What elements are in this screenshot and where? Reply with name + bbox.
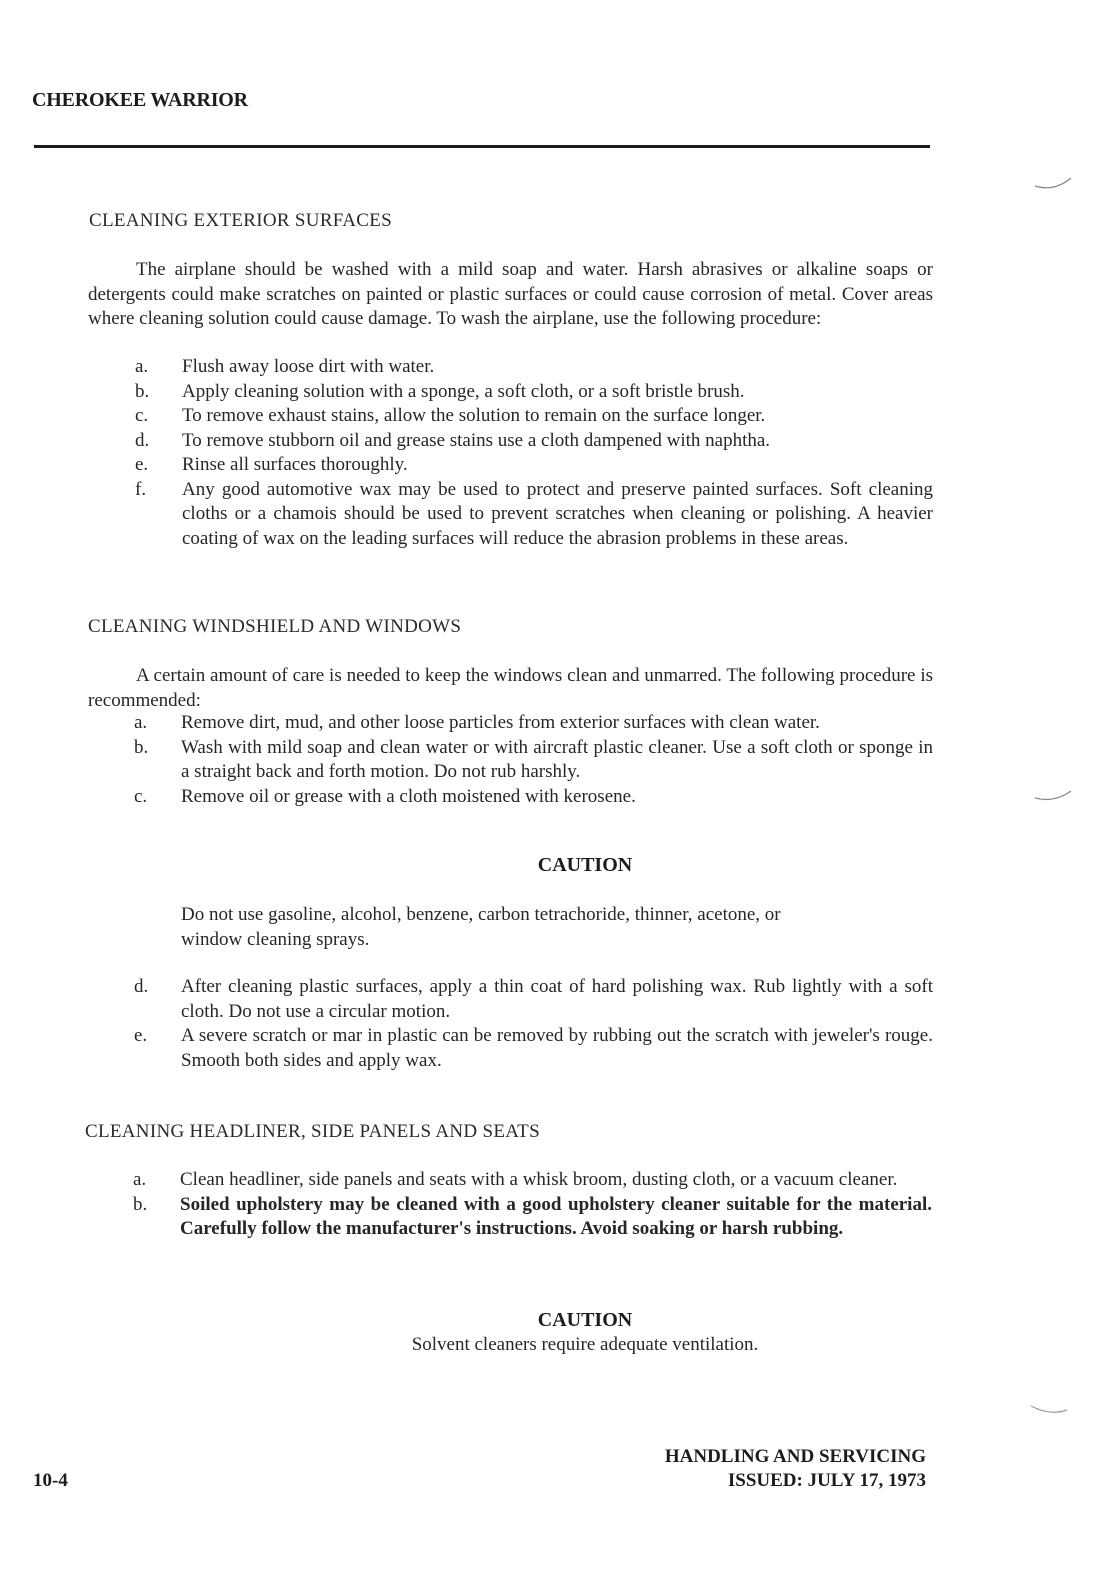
binder-mark-icon (1034, 788, 1072, 802)
section-title-exterior: CLEANING EXTERIOR SURFACES (89, 210, 393, 231)
section-title-windshield: CLEANING WINDSHIELD AND WINDOWS (88, 616, 462, 637)
header-divider (34, 145, 930, 148)
list-item: c. To remove exhaust stains, allow the solution to remain on the surface longer. (135, 405, 766, 426)
procedure-list-exterior (135, 355, 933, 551)
list-item: c. Remove oil or grease with a cloth moistened with kerosene. (134, 785, 636, 807)
page-number: 10-4 (33, 1470, 68, 1491)
section-intro-windshield: A certain amount of care is needed to keep the windows clean and unmarred. The following procedure is recommended: (88, 665, 933, 711)
list-item: a. Clean headliner, side panels and seats with a whisk broom, dusting cloth, or a vacuum cleaner. (133, 1169, 898, 1190)
procedure-list-windshield-continued (134, 975, 933, 1073)
list-item: f. Any good automotive wax may be used to protect and preserve painted surfaces. Soft cleaning cloths or a chamois should be used to prevent scratches when cleaning or polishing. A heavier coating of wax on the leading surfaces will reduce the abrasion problems in these areas. (135, 478, 933, 549)
list-item: a. Flush away loose dirt with water. (135, 356, 435, 377)
caution-text: Do not use gasoline, alcohol, benzene, carbon tetrachoride, thinner, acetone, or window cleaning sprays. (181, 904, 781, 950)
running-header: CHEROKEE WARRIOR (32, 89, 248, 111)
procedure-list-headliner (133, 1168, 932, 1242)
list-item: b. Soiled upholstery may be cleaned with a good upholstery cleaner suitable for the material. Carefully follow the manufacturer's instructions. Avoid soaking or harsh rubbing. (133, 1193, 932, 1239)
section-title-headliner: CLEANING HEADLINER, SIDE PANELS AND SEATS (85, 1121, 540, 1142)
list-item: a. Remove dirt, mud, and other loose particles from exterior surfaces with clean water. (134, 712, 820, 733)
caution-heading: CAUTION (537, 1309, 633, 1331)
binder-mark-icon (1030, 1402, 1068, 1416)
section-intro-exterior: The airplane should be washed with a mild soap and water. Harsh abrasives or alkaline soaps or detergents could make scratches on painted or plastic surfaces or could cause corrosion of metal. Cover areas where cleaning solution could cause damage. To wash the airplane, use the following procedure: (88, 259, 933, 329)
footer-issue-date: ISSUED: JULY 17, 1973 (727, 1470, 926, 1491)
list-item: b. Wash with mild soap and clean water or with aircraft plastic cleaner. Use a soft cloth or sponge in a straight back and forth motion. Do not rub harshly. (134, 736, 933, 782)
list-item: e. Rinse all surfaces thoroughly. (135, 454, 408, 475)
footer-section-name: HANDLING AND SERVICING (664, 1446, 926, 1467)
list-item: d. To remove stubborn oil and grease stains use a cloth dampened with naphtha. (135, 429, 771, 451)
procedure-list-windshield (134, 711, 933, 809)
list-item: b. Apply cleaning solution with a sponge, a soft cloth, or a soft bristle brush. (135, 380, 745, 402)
list-item: e. A severe scratch or mar in plastic can be removed by rubbing out the scratch with jeweler's rouge. Smooth both sides and apply wax. (134, 1025, 933, 1071)
binder-mark-icon (1034, 176, 1072, 190)
caution-text: Solvent cleaners require adequate ventilation. (411, 1334, 759, 1355)
list-item: d. After cleaning plastic surfaces, apply a thin coat of hard polishing wax. Rub lightly with a soft cloth. Do not use a circular motion. (134, 976, 933, 1022)
caution-heading: CAUTION (537, 854, 633, 876)
